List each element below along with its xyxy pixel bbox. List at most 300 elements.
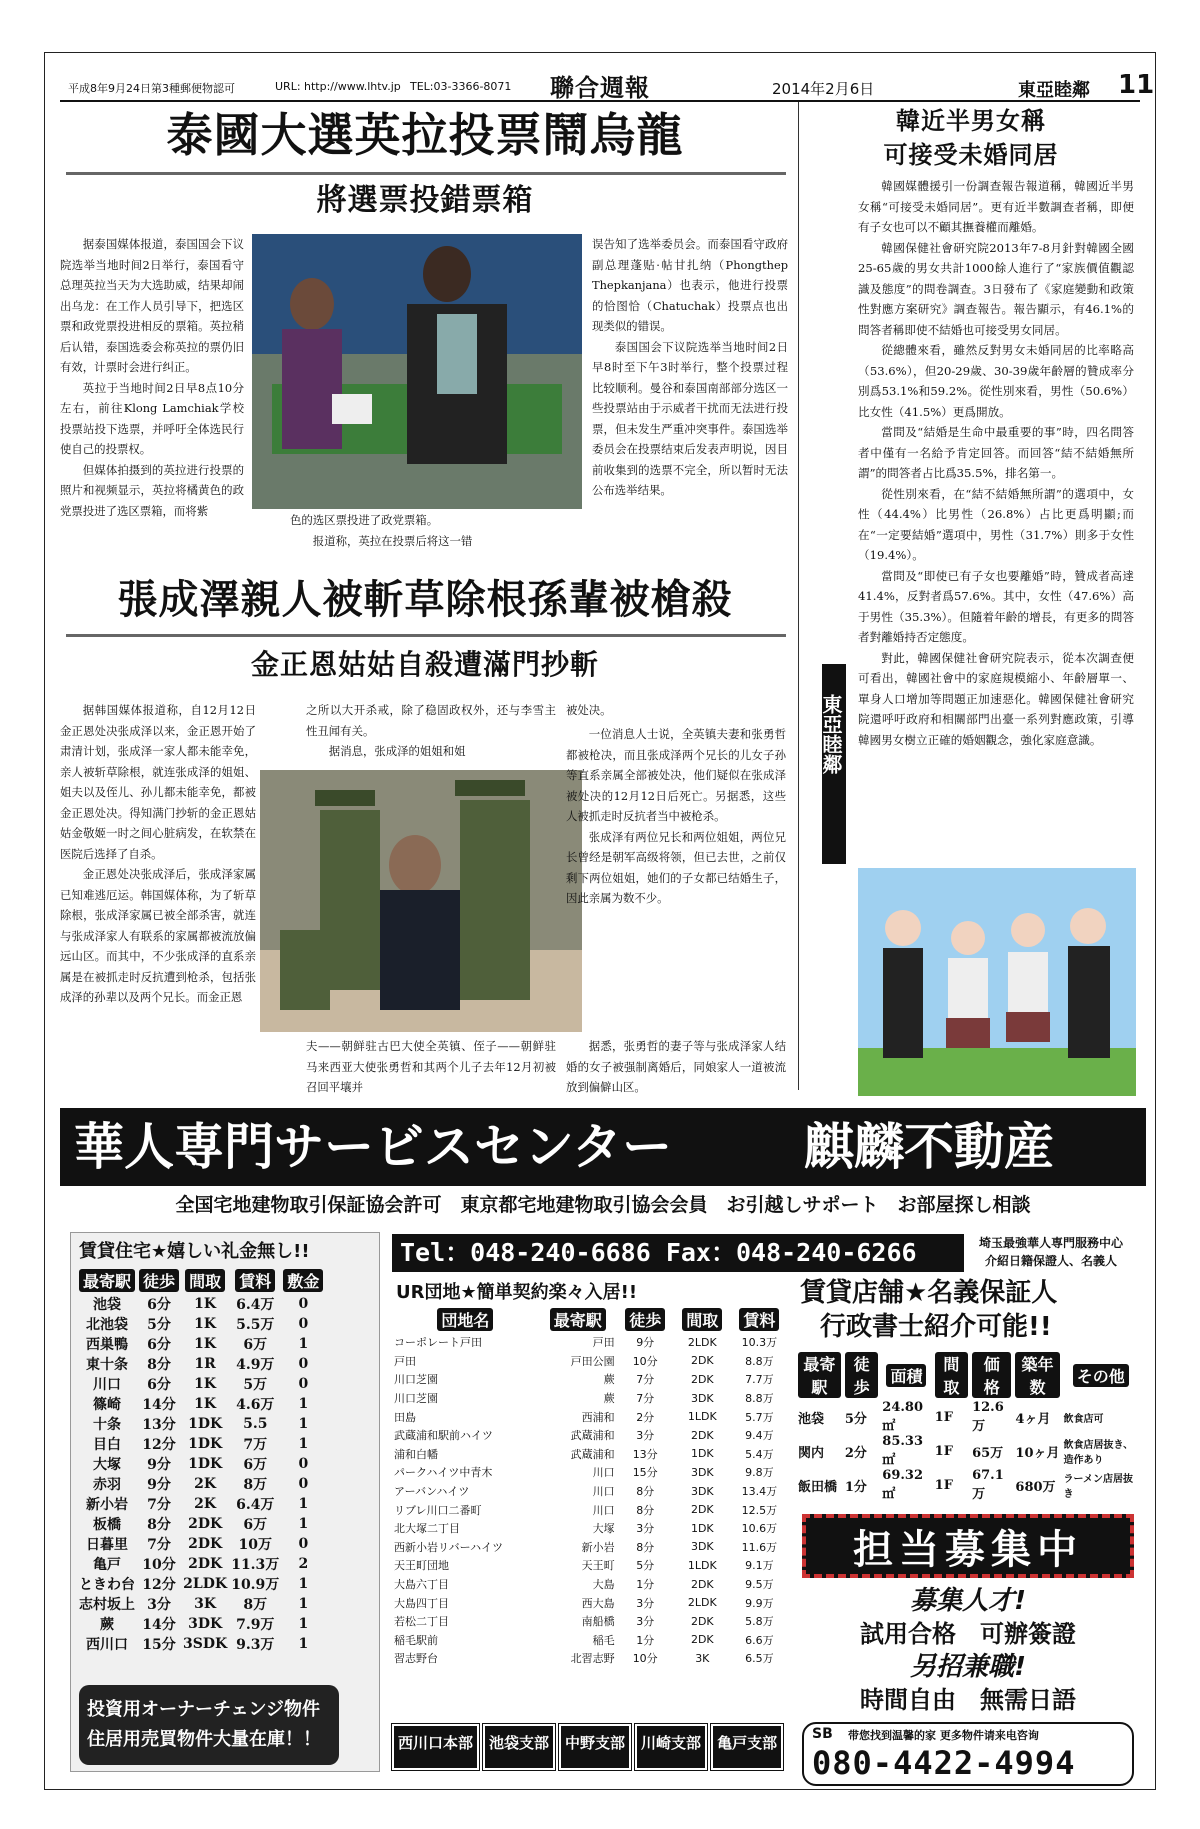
jang-arrest-photo [260,770,582,1032]
column-header [796,1350,843,1400]
table-cell: 1DK [690,1521,714,1535]
table-cell: 2DK [690,1428,714,1442]
table-row [77,1354,325,1374]
table-cell: 7万 [243,1437,268,1453]
table-cell: 9分 [147,1477,171,1493]
table-cell: 浦和白幡 [394,1447,438,1461]
table-cell: 5分 [147,1317,171,1333]
table-cell: 3分 [636,1522,655,1536]
article3-body [858,176,1134,866]
table-cell: 十条 [93,1417,121,1433]
paragraph: 张成泽有两位兄长和两位姐姐，两位兄长曾经是朝军高级将领，但已去世，之前仅剩下两位姐姐，她们的子女都已结婚生子，因此亲属为数不少。 [566,829,786,905]
branch-label: 池袋支部 [483,1724,555,1770]
table-cell: コーポレート戸田 [394,1336,482,1350]
recruit-line-3: 另招兼職! [910,1652,1026,1682]
table-row [77,1574,325,1594]
table-row [77,1614,325,1634]
paragraph: 报道称，英拉在投票后将这一错 [312,533,473,548]
table-cell: 10.9万 [231,1577,280,1593]
table-cell: 1R [194,1356,216,1372]
article2-col3-top: 被处决。 [566,703,612,717]
shop-panel [796,1276,1140,1782]
table-cell: 北習志野 [570,1652,615,1666]
table-cell: 0 [298,1456,309,1472]
column-header [392,1306,539,1333]
paragraph: 金正恩处决张成泽后，张成泽家属已知难逃厄运。韩国媒体称，为了斩草除根，张成泽家属已被全部杀害，就连与张成泽家人有联系的家属都被流放偏远山区。而其中，不少张成泽的直系亲属是在被抓走时反抗遭到枪杀，包括张成泽的孙辈以及两个兄长。而金正恩 [60,867,256,1004]
table-cell: 1分 [636,1633,655,1647]
table-row [796,1468,1140,1502]
table-cell: 85.33㎡ [882,1434,924,1468]
column-header [137,1267,181,1294]
column-header-label: 徒歩 [845,1352,878,1398]
branch-label: 亀戸支部 [711,1724,783,1770]
table-cell: 12分 [142,1437,176,1453]
table-row [77,1494,325,1514]
table-row [77,1314,325,1334]
table-row [392,1407,788,1426]
table-cell: 14分 [142,1397,176,1413]
column-header [77,1267,137,1294]
ad-title-left: 華人専門サービスセンター [74,1118,672,1176]
center-info [956,1234,1146,1270]
table-cell: 11.6万 [741,1540,778,1554]
table-row [77,1474,325,1494]
table-cell: 6分 [147,1377,171,1393]
recruit-line-2: 試用合格 可辦簽證 [860,1620,1076,1648]
paragraph: 從性別來看，在“結不結婚無所謂”的選項中，女性（44.4%）比男性（26.8%）占比更爲明顯;而在“一定要結婚”選項中，男性（31.7%）則多于女性（19.4%）。 [858,486,1134,562]
paragraph: 据消息，张成泽的姐姐和姐 [328,744,466,758]
column-header [880,1350,932,1400]
column-header-label: 徒歩 [139,1269,179,1292]
vertical-section-bar [819,664,846,864]
table-cell: 9分 [636,1336,655,1350]
column-header-label: 最寄駅 [798,1352,841,1398]
table-cell: 1 [298,1596,309,1612]
rent-panel [70,1232,380,1772]
table-cell: 蕨 [100,1617,114,1633]
table-cell: 9.8万 [745,1466,774,1480]
paragraph: 泰国国会下议院选举当地时间2日早8时至下午3时举行，整个投票过程比较顺利。曼谷和泰国南部部分选区一些投票站由于示威者干扰而无法进行投票，但未发生严重冲突事件。泰国选举委员会在投票结束后发表声明说，因目前收集到的选票不完全，所以暂时无法公布选举结果。 [592,339,788,497]
table-cell: 2LDK [183,1576,228,1592]
table-cell: 新小岩 [581,1540,615,1554]
table-cell: 1 [298,1516,309,1532]
table-cell: 6分 [147,1337,171,1353]
table-cell: 川口芝園 [394,1373,438,1387]
ad-title-right: 麒麟不動産 [804,1118,1054,1176]
ad-subtitle: 全国宅地建物取引保証協会許可 東京都宅地建物取引協会会員 お引越しサポート お部屋探し相談 [175,1194,1031,1216]
table-cell: 24.80㎡ [882,1400,924,1434]
table-row [392,1575,788,1594]
table-cell: 5.7万 [745,1410,774,1424]
table-cell: 2DK [690,1633,714,1647]
tel-fax-line: Tel：048-240-6686 Fax：048-240-6266 [392,1234,964,1272]
table-cell: 習志野台 [394,1652,438,1666]
table-cell: 川口 [592,1466,615,1480]
table-cell: 9.9万 [745,1596,774,1610]
table-cell: 8分 [636,1485,655,1499]
table-row [392,1333,788,1352]
branch-label: 中野支部 [559,1724,631,1770]
table-row [392,1482,788,1501]
header-rule [60,100,1140,102]
table-row [77,1414,325,1434]
table-cell: 3K [194,1596,217,1612]
table-cell: 1DK [188,1416,223,1432]
table-row [392,1538,788,1557]
table-cell: 1K [194,1336,217,1352]
table-cell: 8万 [243,1477,268,1493]
column-header-label: 築年数 [1015,1352,1059,1398]
center-text-2: 介紹日籍保證人、名義人 [984,1254,1117,1268]
recruit-banner: 担当募集中 [802,1514,1134,1578]
table-cell: 北池袋 [86,1317,128,1333]
paragraph: 据泰国媒体报道，泰国国会下议院选举当地时间2日举行，泰国看守总理英拉当天为大选助威，结果却闹出乌龙：在工作人员引导下，把选区票和政党票投进相反的票箱。英拉稍后认错，泰国选委会称英拉的票仍旧有效，计票时会进行纠正。 [60,237,244,374]
paragraph: 据韩国媒体报道称，自12月12日金正恩处决张成泽以来，金正恩开始了肃清计划，张成泽一家人都未能幸免，亲人被斩草除根，就连张成泽的姐姐、姐夫以及侄儿、孙儿都未能幸免，都被金正恩处决。得知满门抄斩的金正恩姑姑金敬姬一时之间心脏病发，在软禁在医院后选择了自杀。 [60,703,256,861]
table-cell: 稲毛駅前 [394,1633,438,1647]
table-cell: 飲食店居抜き、造作あり [1063,1440,1134,1466]
column-header-label: 賃料 [739,1308,779,1331]
table-cell: 7.9万 [236,1617,275,1633]
table-cell: 志村坂上 [79,1597,135,1613]
table-row [77,1334,325,1354]
table-cell: 1分 [844,1479,867,1495]
table-cell: 680万 [1015,1479,1056,1495]
table-cell: 飲食店可 [1063,1413,1104,1425]
table-cell: 6.4万 [236,1497,275,1513]
paragraph: 一位消息人士说，全英镇夫妻和张勇哲都被枪决，而且张成泽两个兄长的儿女子孙等直系亲属全部被处决，他们疑似在张成泽被处决的12月12日后死亡。另据悉，这些人被抓走时反抗者当中被枪杀。 [566,727,786,823]
column-header [229,1267,281,1294]
article2-col2-bottom: 夫——朝鲜驻古巴大使全英镇、侄子——朝鲜驻马来西亚大使张勇哲和其两个儿子去年12月初被召回平壤并 [306,1039,556,1094]
table-cell: リブレ川口二番町 [394,1503,482,1517]
table-cell: 6分 [147,1297,171,1313]
table-cell: 6.6万 [745,1633,774,1647]
table-cell: アーバンハイツ [394,1485,470,1499]
table-cell: 大島四丁目 [394,1596,449,1610]
article2-subhead: 金正恩姑姑自殺遭滿門抄斬 [250,648,599,681]
table-cell: 1F [934,1443,953,1459]
column-header [1013,1350,1061,1400]
table-cell: 1F [934,1477,953,1493]
ur-table [392,1306,788,1668]
table-cell: 0 [298,1296,309,1312]
table-cell: 8分 [147,1517,171,1533]
branch-label: 川崎支部 [635,1724,707,1770]
table-cell: 9分 [147,1457,171,1473]
table-cell: 3DK [690,1465,714,1479]
table-row [77,1454,325,1474]
column-header-label: 面積 [886,1364,926,1387]
table-cell: 0 [298,1376,309,1392]
article2-rule [66,634,786,637]
table-cell: 65万 [972,1445,1004,1461]
table-cell: 1DK [188,1456,223,1472]
table-cell: 5.5 [243,1416,268,1432]
recruit-line-4: 時間自由 無需日語 [860,1686,1076,1714]
table-row [77,1394,325,1414]
table-cell: 天王町 [581,1559,615,1573]
article1-col2 [290,510,570,552]
table-cell: 戸田公園 [570,1354,615,1368]
sb-text: 带您找到温馨的家 更多物件请来电咨询 [848,1729,1039,1742]
table-cell: 川口 [592,1503,615,1517]
table-cell: 1LDK [687,1410,717,1424]
table-cell: 2K [194,1476,217,1492]
table-cell: 8.8万 [745,1354,774,1368]
table-cell: 7分 [147,1497,171,1513]
paragraph: 色的选区票投进了政党票箱。 [290,513,439,527]
table-cell: 67.1万 [972,1468,1004,1502]
article3-headline-2: 可接受未婚同居 [883,140,1059,169]
paragraph: 误告知了选举委员会。而泰国看守政府副总理蓬贴·帖甘扎纳（Phongthep Thepkanjana）也表示，他进行投票的恰图恰（Chatuchak）投票点也出现类似的错误。 [592,237,788,333]
owner-text-1: 投資用オーナーチェンジ物件 [87,1699,321,1720]
table-cell: 1K [194,1376,217,1392]
table-cell: 3分 [636,1429,655,1443]
table-cell: 8.8万 [745,1392,774,1406]
article2-col3-bottom: 据悉，张勇哲的妻子等与张成泽家人结婚的女子被强制离婚后，同娘家人一道被流放到偏僻山区。 [566,1039,786,1094]
table-cell: 1分 [636,1578,655,1592]
table-cell: 6.4万 [236,1297,275,1313]
table-cell: 8分 [147,1357,171,1373]
table-cell: 池袋 [93,1297,121,1313]
table-cell: 武蔵浦和駅前ハイツ [394,1429,493,1443]
column-header [181,1267,229,1294]
column-header [281,1267,325,1294]
table-row [392,1463,788,1482]
table-row [392,1370,788,1389]
sb-contact-box [802,1722,1134,1786]
article3-headline-1: 韓近半男女稱 [896,106,1046,135]
table-cell: 7分 [147,1537,171,1553]
table-cell: 2DK [188,1556,223,1572]
paragraph: 韓國媒體援引一份調查報告報道稱，韓國近半男女稱“可接受未婚同居”。更有近半數調查者稱，即便有子女也可以不顧其撫養權而離婚。 [858,179,1134,234]
article2-col1 [60,700,256,1092]
table-cell: 稲毛 [592,1633,615,1647]
article2-col2-top [306,700,556,766]
table-cell: 69.32㎡ [882,1468,924,1502]
table-cell: 3DK [690,1484,714,1498]
tel-text: TEL:03-3366-8071 [410,80,512,93]
column-header [970,1350,1013,1400]
table-cell: 2DK [690,1614,714,1628]
shop-table [796,1350,1140,1502]
table-cell: 大塚 [592,1522,615,1536]
table-cell: 池袋 [798,1411,825,1427]
real-estate-ad [60,1108,1146,1780]
table-cell: 10.3万 [741,1336,778,1350]
table-row [77,1634,325,1654]
article2-headline: 張成澤親人被斬草除根孫輩被槍殺 [117,577,733,623]
paper-logo: 聯合週報 [550,74,650,102]
table-row [77,1514,325,1534]
table-row [392,1612,788,1631]
table-cell: 10ヶ月 [1015,1445,1060,1461]
ad-banner [60,1108,1146,1186]
table-cell: 6万 [243,1517,268,1533]
table-cell: 北大塚二丁目 [394,1522,460,1536]
page-header [60,68,1155,102]
table-row [392,1593,788,1612]
column-header [843,1350,880,1400]
table-cell: 西巣鴨 [86,1337,128,1353]
table-cell: 2LDK [687,1596,717,1610]
table-cell: 1 [298,1336,309,1352]
table-cell: 亀戸 [93,1557,121,1573]
table-cell: 2DK [188,1516,223,1532]
table-cell: 12.6万 [972,1400,1004,1434]
table-cell: 5.8万 [745,1615,774,1629]
table-cell: 9.3万 [236,1637,275,1653]
table-cell: 篠崎 [93,1397,121,1413]
table-row [392,1352,788,1371]
article1-col1 [60,234,244,550]
table-cell: 東十条 [86,1357,128,1373]
table-cell: 蕨 [603,1373,615,1387]
center-text-1: 埼玉最強華人専門服務中心 [978,1236,1123,1250]
table-row [77,1434,325,1454]
table-cell: 1LDK [687,1558,717,1572]
table-row [392,1519,788,1538]
table-cell: 13.4万 [741,1485,778,1499]
table-cell: 蕨 [603,1392,615,1406]
table-cell: 若松二丁目 [394,1615,449,1629]
table-cell: 0 [298,1356,309,1372]
table-cell: 田島 [394,1410,416,1424]
article2-col3 [566,724,786,1034]
table-cell: 9.4万 [745,1429,774,1443]
table-cell: 西川口 [86,1637,128,1653]
table-cell: 2K [194,1496,217,1512]
table-cell: 1K [194,1316,217,1332]
shop-title-1: 賃貸店舗★名義保証人 [800,1278,1058,1308]
table-row [77,1534,325,1554]
table-row [392,1389,788,1408]
column-header-label: 最寄駅 [550,1308,606,1331]
table-cell: 13分 [142,1417,176,1433]
table-cell: 大島六丁目 [394,1578,449,1592]
table-row [392,1556,788,1575]
ur-title: UR団地★簡単契約楽々入居!! [396,1282,638,1303]
paragraph: 之所以大开杀戒，除了稳固政权外，还与李雪主性丑闻有关。 [306,703,556,738]
table-cell: 1DK [188,1436,223,1452]
table-cell: 11.3万 [231,1557,280,1573]
table-row [77,1594,325,1614]
column-header [731,1306,788,1333]
table-row [392,1631,788,1650]
table-cell: 7分 [636,1373,655,1387]
table-cell: 3分 [147,1597,171,1613]
table-cell: 3DK [188,1616,223,1632]
table-row [796,1400,1140,1434]
table-cell: 1K [194,1296,217,1312]
table-cell: パークハイツ中青木 [394,1466,493,1480]
table-cell: 5.4万 [745,1447,774,1461]
article1-col3 [592,234,788,550]
table-cell: 3SDK [183,1636,228,1652]
table-row [796,1434,1140,1468]
table-cell: 2 [298,1556,309,1572]
ur-panel [392,1276,790,1704]
table-cell: 10万 [238,1537,272,1553]
column-header-label: 間取 [185,1269,225,1292]
table-cell: 0 [298,1476,309,1492]
table-cell: 10分 [632,1354,658,1368]
table-cell: 3K [695,1651,710,1665]
table-cell: 2DK [690,1372,714,1386]
branch-list [392,1724,790,1770]
table-cell: 関内 [798,1445,825,1461]
table-cell: 2DK [188,1536,223,1552]
paragraph: 韓國保健社會研究院2013年7-8月針對韓國全國25-65歲的男女共計1000餘人進行了“家族價值觀認識及態度”的問卷調查。3日發布了《家庭變動和政策性對應方案研究》調查報告。報告顯示，有46.1%的問答者稱即使不結婚也可接受男女同居。 [858,240,1134,337]
table-cell: 1DK [690,1447,714,1461]
table-cell: 6万 [243,1457,268,1473]
students-photo [858,868,1136,1096]
table-cell: 1 [298,1616,309,1632]
table-row [77,1374,325,1394]
table-cell: 戸田 [592,1336,615,1350]
table-cell: 赤羽 [93,1477,121,1493]
permit-text: 平成8年9月24日第3種郵便物認可 [68,82,235,95]
table-cell: 9.1万 [745,1559,774,1573]
column-header-label: 最寄駅 [79,1269,135,1292]
rent-table [77,1267,325,1654]
table-cell: 1K [194,1396,217,1412]
table-cell: 1 [298,1396,309,1412]
column-header [1062,1350,1140,1400]
recruit-line-1: 募集人才! [910,1586,1026,1616]
table-cell: ラーメン店居抜き [1063,1474,1134,1500]
table-cell: 6.5万 [745,1652,774,1666]
paragraph: 從總體來看，雖然反對男女未婚同居的比率略高（53.6%），但20-29歲、30-39歲年齡層的贊成率分別爲53.1%和59.2%。從性別來看，男性（50.6%）比女性（41.5%）更爲開放。 [858,343,1134,419]
page-number: 11 [1118,70,1155,100]
table-cell: 大島 [592,1578,615,1592]
table-cell: 1 [298,1576,309,1592]
table-cell: 8万 [243,1597,268,1613]
table-cell: 12.5万 [741,1503,778,1517]
table-row [392,1649,788,1668]
table-cell: 2DK [690,1503,714,1517]
table-cell: 武蔵浦和 [570,1429,615,1443]
table-cell: 川口芝園 [394,1392,438,1406]
table-cell: 戸田 [394,1354,416,1368]
table-cell: 日暮里 [86,1537,128,1553]
column-header-label: 間取 [682,1308,722,1331]
table-cell: 4.9万 [236,1357,275,1373]
table-cell: 1 [298,1436,309,1452]
table-cell: 1F [934,1409,953,1425]
rent-title: 賃貸住宅★嬉しい礼金無し!! [79,1241,310,1262]
table-cell: 1 [298,1416,309,1432]
table-cell: 4ヶ月 [1015,1411,1051,1427]
table-cell: 3DK [690,1391,714,1405]
table-row [392,1445,788,1464]
paragraph: 當問及“即使已有子女也要離婚”時，贊成者高達41.4%，反對者爲57.6%。其中，女性（47.6%）高于男性（35.3%）。但隨着年齡的增長，有更多的問答者對離婚持否定態度。 [858,568,1134,644]
table-cell: 15分 [632,1466,658,1480]
column-divider [798,102,799,1090]
table-cell: 大塚 [93,1457,121,1473]
table-cell: 5分 [844,1411,867,1427]
table-cell: 2LDK [687,1335,717,1349]
table-cell: ときわ台 [79,1577,135,1593]
table-cell: 目白 [93,1437,121,1453]
table-cell: 13分 [632,1447,658,1461]
table-cell: 12分 [142,1577,176,1593]
table-cell: 10.6万 [741,1522,778,1536]
table-cell: 2分 [636,1410,655,1424]
table-cell: 西浦和 [581,1410,615,1424]
table-row [77,1554,325,1574]
article1-headline: 泰國大選英拉投票鬧烏龍 [166,108,684,162]
column-header-label: 団地名 [437,1308,493,1331]
